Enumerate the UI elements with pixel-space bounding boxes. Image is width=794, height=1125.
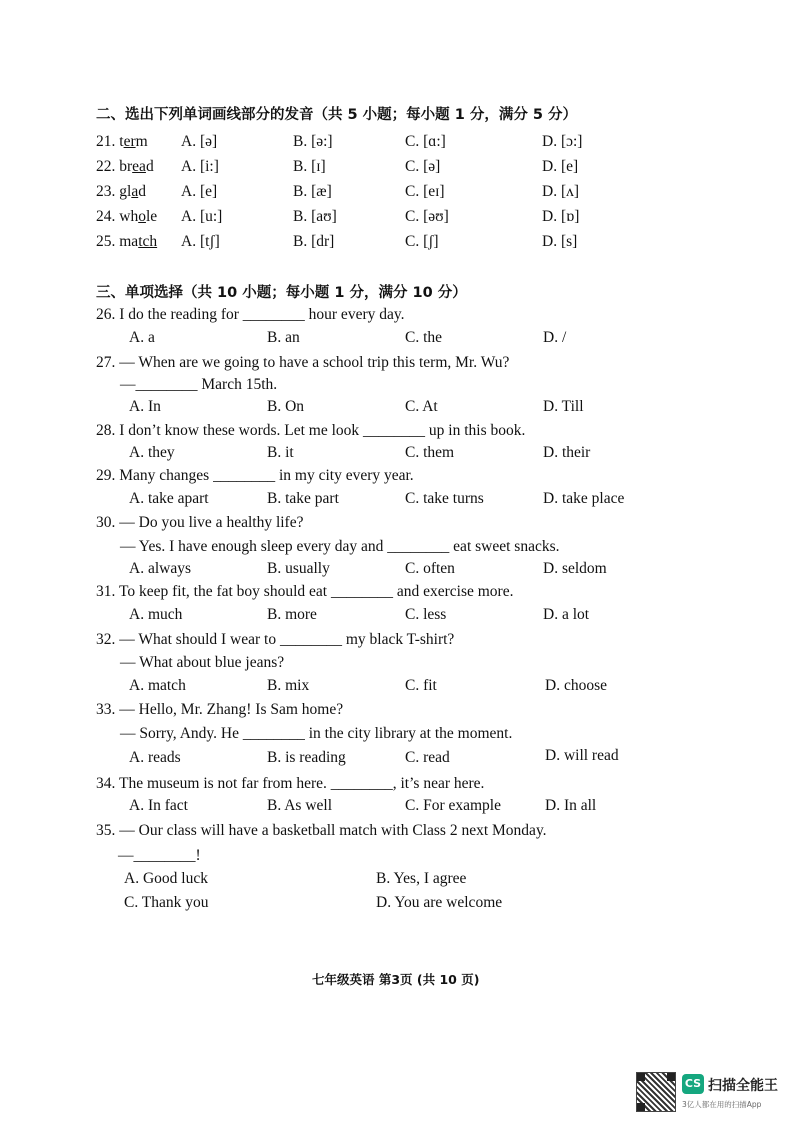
q35-option-a: A. Good luck	[124, 870, 208, 887]
q22-word: 22. bread	[96, 158, 154, 175]
q31-option-c: C. less	[405, 606, 447, 623]
q32-stem: 32. — What should I wear to ________ my black T-shirt?	[96, 631, 455, 648]
q31-option-a: A. much	[129, 606, 183, 623]
q33-option-b: B. is reading	[267, 749, 346, 766]
q22-option-b: B. [ɪ]	[293, 158, 326, 175]
q25-option-b: B. [dr]	[293, 233, 335, 250]
q35-option-d: D. You are welcome	[376, 894, 503, 911]
section-2-title: 二、选出下列单词画线部分的发音（共 5 小题；每小题 1 分，满分 5 分）	[96, 107, 578, 123]
q23-option-c: C. [eɪ]	[405, 183, 445, 200]
q27-reply: —________ March 15th.	[120, 376, 278, 393]
q23-word: 23. glad	[96, 183, 146, 200]
q25-option-c: C. [ʃ]	[405, 233, 439, 250]
q34-option-c: C. For example	[405, 797, 501, 814]
q35-stem: 35. — Our class will have a basketball match with Class 2 next Monday.	[96, 822, 547, 839]
q21-option-a: A. [ə]	[181, 133, 218, 150]
q28-stem: 28. I don’t know these words. Let me look ________ up in this book.	[96, 422, 526, 439]
q33-stem: 33. — Hello, Mr. Zhang! Is Sam home?	[96, 701, 344, 718]
q27-stem: 27. — When are we going to have a school trip this term, Mr. Wu?	[96, 354, 510, 371]
q22-option-d: D. [e]	[542, 158, 579, 175]
q35-option-c: C. Thank you	[124, 894, 209, 911]
q24-option-c: C. [əʊ]	[405, 208, 449, 225]
q25-word: 25. match	[96, 233, 158, 250]
camscanner-logo-icon: CS	[682, 1074, 704, 1094]
page-footer: 七年级英语 第3页 (共 10 页)	[312, 972, 480, 987]
q26-option-a: A. a	[129, 329, 155, 346]
q27-option-c: C. At	[405, 398, 438, 415]
q30-option-c: C. often	[405, 560, 455, 577]
q34-option-b: B. As well	[267, 797, 333, 814]
q30-option-b: B. usually	[267, 560, 330, 577]
q34-option-a: A. In fact	[129, 797, 188, 814]
q23-option-b: B. [æ]	[293, 183, 332, 200]
q24-option-a: A. [u:]	[181, 208, 223, 225]
q32-option-a: A. match	[129, 677, 186, 694]
q24-option-d: D. [ɒ]	[542, 208, 580, 225]
q33-option-c: C. read	[405, 749, 450, 766]
q35-reply: —________!	[118, 847, 201, 864]
q26-option-d: D. /	[543, 329, 567, 346]
q26-option-b: B. an	[267, 329, 300, 346]
q27-option-a: A. In	[129, 398, 161, 415]
q32-option-d: D. choose	[545, 677, 607, 694]
q33-option-d: D. will read	[545, 747, 619, 764]
q35-option-b: B. Yes, I agree	[376, 870, 467, 887]
q26-option-c: C. the	[405, 329, 443, 346]
q31-option-b: B. more	[267, 606, 317, 623]
q23-option-d: D. [ʌ]	[542, 183, 580, 200]
q33-option-a: A. reads	[129, 749, 181, 766]
camscanner-name: 扫描全能王	[708, 1078, 778, 1094]
q29-stem: 29. Many changes ________ in my city every year.	[96, 467, 414, 484]
q29-option-a: A. take apart	[129, 490, 209, 507]
q24-word: 24. whole	[96, 208, 158, 225]
q27-option-d: D. Till	[543, 398, 584, 415]
section-3-title: 三、单项选择（共 10 小题；每小题 1 分，满分 10 分）	[96, 285, 467, 301]
q30-option-a: A. always	[129, 560, 191, 577]
q22-option-c: C. [ə]	[405, 158, 441, 175]
q29-option-c: C. take turns	[405, 490, 484, 507]
q29-option-b: B. take part	[267, 490, 339, 507]
q31-option-d: D. a lot	[543, 606, 590, 623]
q30-stem: 30. — Do you live a healthy life?	[96, 514, 304, 531]
q28-option-b: B. it	[267, 444, 294, 461]
qr-code-icon	[636, 1072, 676, 1112]
camscanner-tagline: 3亿人都在用的扫描App	[682, 1100, 762, 1109]
q28-option-a: A. they	[129, 444, 175, 461]
q22-option-a: A. [i:]	[181, 158, 219, 175]
q21-option-b: B. [ə:]	[293, 133, 333, 150]
q30-option-d: D. seldom	[543, 560, 607, 577]
q28-option-d: D. their	[543, 444, 591, 461]
q24-option-b: B. [aʊ]	[293, 208, 337, 225]
q21-word: 21. term	[96, 133, 148, 150]
q25-option-d: D. [s]	[542, 233, 578, 250]
q34-option-d: D. In all	[545, 797, 597, 814]
q25-option-a: A. [tʃ]	[181, 233, 220, 250]
q34-stem: 34. The museum is not far from here. ________, it’s near here.	[96, 775, 485, 792]
q33-reply: — Sorry, Andy. He ________ in the city library at the moment.	[120, 725, 513, 742]
q31-stem: 31. To keep fit, the fat boy should eat ________ and exercise more.	[96, 583, 514, 600]
q23-option-a: A. [e]	[181, 183, 218, 200]
q30-reply: — Yes. I have enough sleep every day and ________ eat sweet snacks.	[120, 538, 560, 555]
q27-option-b: B. On	[267, 398, 305, 415]
q26-stem: 26. I do the reading for ________ hour every day.	[96, 306, 405, 323]
q29-option-d: D. take place	[543, 490, 625, 507]
q32-reply: — What about blue jeans?	[120, 654, 285, 671]
q32-option-c: C. fit	[405, 677, 437, 694]
q21-option-c: C. [ɑ:]	[405, 133, 446, 150]
q28-option-c: C. them	[405, 444, 455, 461]
q21-option-d: D. [ɔ:]	[542, 133, 583, 150]
q32-option-b: B. mix	[267, 677, 310, 694]
